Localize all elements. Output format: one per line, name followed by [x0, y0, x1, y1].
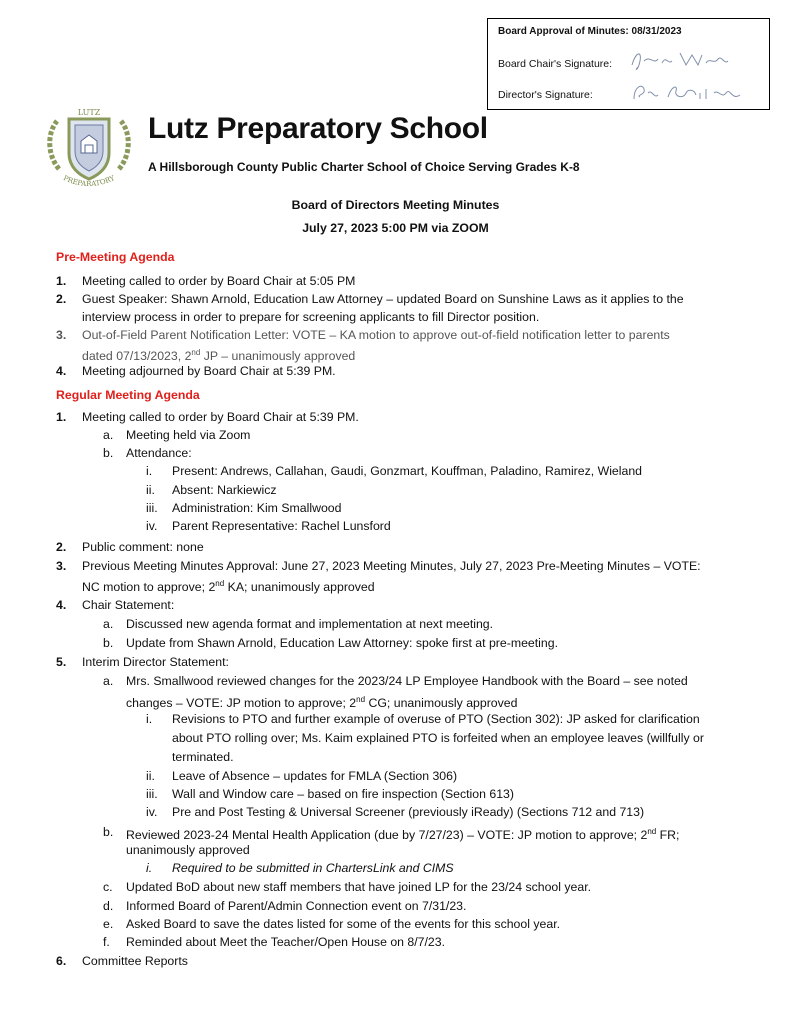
regular-meeting-item-marker: c.	[103, 880, 113, 894]
regular-meeting-item-text: Attendance:	[126, 446, 192, 460]
regular-meeting-item-text: Leave of Absence – updates for FMLA (Section 306)	[172, 769, 458, 783]
pre-meeting-item-text: Out-of-Field Parent Notification Letter: VOTE – KA motion to approve out-of-field notification letter to parents	[82, 328, 670, 342]
regular-meeting-item-marker: ii.	[146, 483, 155, 497]
regular-meeting-item-marker: b.	[103, 446, 114, 460]
regular-meeting-item-text: Reminded about Meet the Teacher/Open House on 8/7/23.	[126, 935, 446, 949]
regular-meeting-item-marker: e.	[103, 917, 114, 931]
pre-meeting-item-text: dated 07/13/2023, 2nd JP – unanimously approved	[82, 348, 356, 364]
regular-meeting-item-text: Administration: Kim Smallwood	[172, 501, 342, 515]
regular-meeting-item-text: Absent: Narkiewicz	[172, 483, 277, 497]
regular-meeting-item-text: Parent Representative: Rachel Lunsford	[172, 519, 391, 533]
regular-meeting-item-text: unanimously approved	[126, 843, 250, 857]
regular-meeting-item-text: Mrs. Smallwood reviewed changes for the 2023/24 LP Employee Handbook with the Board – see noted	[126, 674, 688, 688]
approval-box	[487, 18, 770, 110]
pre-meeting-item-text: Meeting adjourned by Board Chair at 5:39 PM.	[82, 364, 336, 378]
pre-meeting-item-marker: 4.	[56, 364, 67, 378]
regular-meeting-item-text: Revisions to PTO and further example of overuse of PTO (Section 302): JP asked for clarification	[172, 712, 700, 726]
regular-meeting-item-marker: iv.	[146, 519, 158, 533]
pre-meeting-item-text: Meeting called to order by Board Chair at 5:05 PM	[82, 274, 356, 288]
regular-meeting-item-marker: 4.	[56, 598, 67, 612]
regular-meeting-item-text: Required to be submitted in ChartersLink and CIMS	[172, 861, 454, 875]
document-date: July 27, 2023 5:00 PM via ZOOM	[302, 221, 489, 235]
pre-meeting-item-text: interview process in order to prepare for screening applicants to fill Director position.	[82, 310, 540, 324]
regular-meeting-item-marker: i.	[146, 712, 153, 726]
regular-meeting-item-marker: b.	[103, 636, 114, 650]
regular-meeting-item-text: Reviewed 2023-24 Mental Health Application (due by 7/27/23) – VOTE: JP motion to approve; 2nd FR;	[126, 827, 680, 843]
regular-meeting-item-marker: 6.	[56, 954, 67, 968]
regular-meeting-item-text: Update from Shawn Arnold, Education Law Attorney: spoke first at pre-meeting.	[126, 636, 558, 650]
pre-meeting-item-marker: 2.	[56, 292, 67, 306]
pre-meeting-item-text: Guest Speaker: Shawn Arnold, Education Law Attorney – updated Board on Sunshine Laws as it applies to the	[82, 292, 684, 306]
regular-meeting-item-marker: a.	[103, 617, 114, 631]
regular-meeting-item-text: Chair Statement:	[82, 598, 175, 612]
approval-minutes-label: Board Approval of Minutes: 08/31/2023	[498, 26, 682, 37]
regular-meeting-item-text: NC motion to approve; 2nd KA; unanimously approved	[82, 579, 375, 595]
logo-text-bottom: PREPARATORY	[62, 174, 116, 189]
regular-meeting-item-marker: iii.	[146, 787, 158, 801]
regular-meeting-heading: Regular Meeting Agenda	[56, 388, 200, 402]
regular-meeting-item-text: Committee Reports	[82, 954, 188, 968]
regular-meeting-item-marker: 3.	[56, 559, 67, 573]
regular-meeting-item-text: Asked Board to save the dates listed for some of the events for this school year.	[126, 917, 561, 931]
school-tagline: A Hillsborough County Public Charter School of Choice Serving Grades K-8	[148, 160, 580, 174]
regular-meeting-item-text: Previous Meeting Minutes Approval: June 27, 2023 Meeting Minutes, July 27, 2023 Pre-Meeting Minutes – VOTE:	[82, 559, 701, 573]
regular-meeting-item-text: Interim Director Statement:	[82, 655, 229, 669]
pre-meeting-heading: Pre-Meeting Agenda	[56, 250, 175, 264]
regular-meeting-item-text: Present: Andrews, Callahan, Gaudi, Gonzmart, Kouffman, Paladino, Ramirez, Wieland	[172, 464, 643, 478]
logo-text-top: LUTZ	[77, 108, 101, 117]
regular-meeting-item-marker: ii.	[146, 769, 155, 783]
regular-meeting-item-text: Meeting held via Zoom	[126, 428, 251, 442]
regular-meeting-item-text: Meeting called to order by Board Chair at 5:39 PM.	[82, 410, 359, 424]
regular-meeting-item-marker: iv.	[146, 805, 158, 819]
regular-meeting-item-text: Discussed new agenda format and implementation at next meeting.	[126, 617, 494, 631]
director-signature-image	[628, 79, 748, 105]
regular-meeting-item-marker: f.	[103, 935, 110, 949]
regular-meeting-item-marker: b.	[103, 825, 114, 839]
regular-meeting-item-marker: i.	[146, 861, 153, 875]
regular-meeting-item-marker: 5.	[56, 655, 67, 669]
chair-signature-label: Board Chair's Signature:	[498, 58, 613, 70]
chair-signature-image	[628, 47, 738, 73]
school-crest-logo	[45, 105, 133, 193]
regular-meeting-item-text: Pre and Post Testing & Universal Screener (previously iReady) (Sections 712 and 713)	[172, 805, 645, 819]
regular-meeting-item-text: Wall and Window care – based on fire inspection (Section 613)	[172, 787, 514, 801]
regular-meeting-item-text: about PTO rolling over; Ms. Kaim explained PTO is forfeited when an employee leaves (willfully or	[172, 731, 704, 745]
regular-meeting-item-marker: iii.	[146, 501, 158, 515]
document-title: Board of Directors Meeting Minutes	[291, 198, 500, 212]
regular-meeting-item-text: Public comment: none	[82, 540, 204, 554]
pre-meeting-item-marker: 3.	[56, 328, 67, 342]
regular-meeting-item-marker: a.	[103, 428, 114, 442]
regular-meeting-item-marker: d.	[103, 899, 114, 913]
school-name: Lutz Preparatory School	[148, 112, 488, 145]
regular-meeting-item-text: terminated.	[172, 750, 234, 764]
pre-meeting-item-marker: 1.	[56, 274, 67, 288]
regular-meeting-item-marker: 1.	[56, 410, 67, 424]
regular-meeting-item-text: Informed Board of Parent/Admin Connection event on 7/31/23.	[126, 899, 467, 913]
regular-meeting-item-marker: a.	[103, 674, 114, 688]
regular-meeting-item-text: Updated BoD about new staff members that have joined LP for the 23/24 school year.	[126, 880, 592, 894]
regular-meeting-item-marker: i.	[146, 464, 153, 478]
regular-meeting-item-marker: 2.	[56, 540, 67, 554]
director-signature-label: Director's Signature:	[498, 89, 593, 101]
regular-meeting-item-text: changes – VOTE: JP motion to approve; 2nd CG; unanimously approved	[126, 695, 518, 711]
